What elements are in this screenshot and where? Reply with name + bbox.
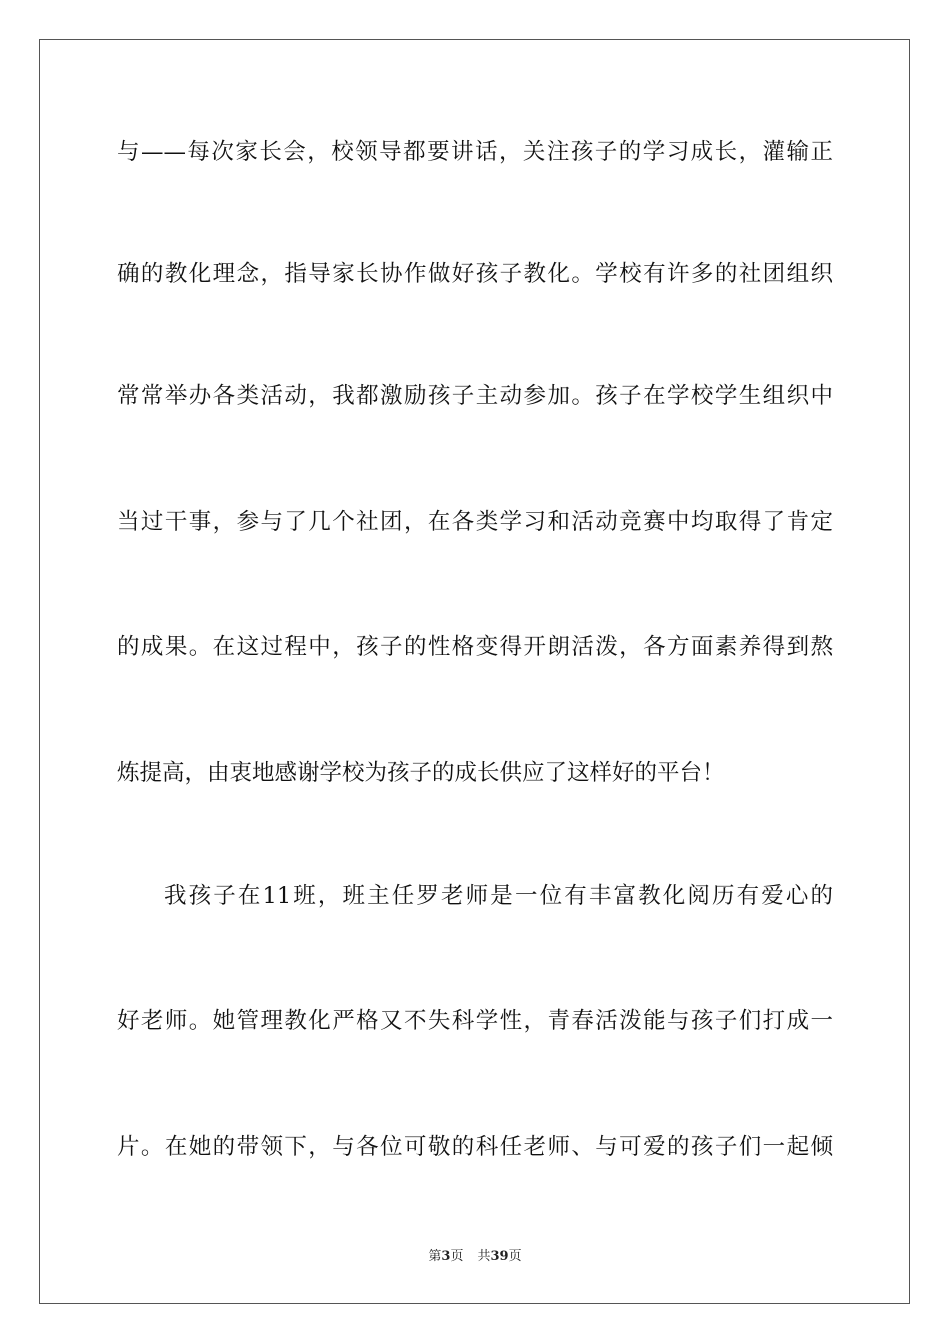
page-footer bbox=[0, 1248, 950, 1266]
body-text-line-3: 常常举办各类活动，我都激励孩子主动参加。孩子在学校学生组织中 bbox=[117, 383, 833, 409]
body-text-line-5: 的成果。在这过程中，孩子的性格变得开朗活泼，各方面素养得到熬 bbox=[117, 634, 833, 660]
paragraph-start-line: 我孩子在11班，班主任罗老师是一位有丰富教化阅历有爱心的 bbox=[164, 883, 833, 909]
body-text-line-8: 好老师。她管理教化严格又不失科学性，青春活泼能与孩子们打成一 bbox=[117, 1008, 833, 1034]
page-frame bbox=[39, 39, 910, 1304]
body-text-line-6: 炼提高，由衷地感谢学校为孩子的成长供应了这样好的平台！ bbox=[117, 760, 725, 786]
body-text-line-1: 与——每次家长会，校领导都要讲话，关注孩子的学习成长，灌输正 bbox=[117, 139, 833, 165]
total-pages: 39 bbox=[490, 1249, 509, 1264]
body-text-line-2: 确的教化理念，指导家长协作做好孩子教化。学校有许多的社团组织 bbox=[117, 261, 833, 287]
page-prefix: 第 bbox=[428, 1249, 442, 1264]
total-prefix: 共 bbox=[477, 1249, 491, 1264]
page-number: 3 bbox=[441, 1249, 451, 1264]
page-suffix: 页 bbox=[450, 1249, 464, 1264]
body-text-line-4: 当过干事，参与了几个社团，在各类学习和活动竞赛中均取得了肯定 bbox=[117, 509, 833, 535]
total-suffix: 页 bbox=[508, 1249, 522, 1264]
body-text-line-9: 片。在她的带领下，与各位可敬的科任老师、与可爱的孩子们一起倾 bbox=[117, 1134, 833, 1160]
